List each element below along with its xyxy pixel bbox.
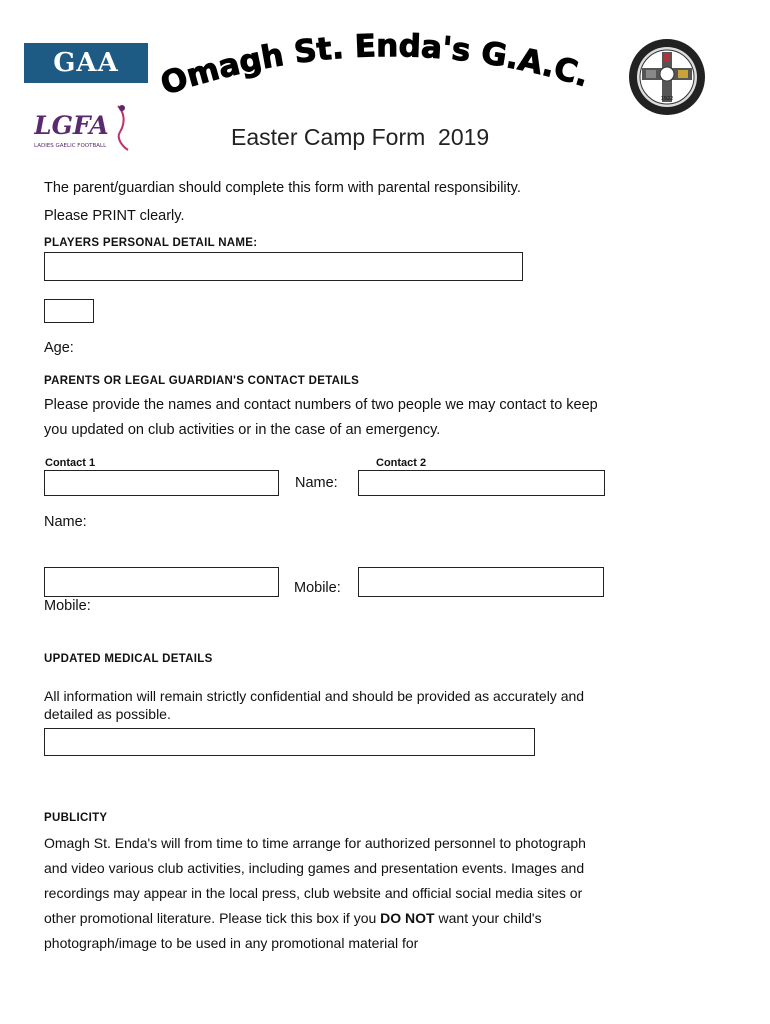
publicity-line-4-end: want your child's xyxy=(434,910,542,926)
player-name-input[interactable] xyxy=(44,252,523,281)
club-crest-icon xyxy=(628,38,706,116)
contact-1-label: Contact 1 xyxy=(45,457,96,469)
lgfa-logo-text: LGFA xyxy=(34,111,109,140)
contact-1-mobile-label: Mobile: xyxy=(44,598,91,614)
publicity-line-4 xyxy=(44,906,744,931)
publicity-paragraph xyxy=(44,831,744,956)
contact-2-mobile-input[interactable] xyxy=(358,567,604,597)
contact-2-name-input[interactable] xyxy=(358,470,605,496)
club-name-text: Omagh St. Enda's G.A.C. xyxy=(156,28,594,103)
medical-details-input[interactable] xyxy=(44,728,535,756)
lgfa-logo xyxy=(34,104,144,156)
intro-line-2: Please PRINT clearly. xyxy=(44,208,185,224)
contact-1-name-label: Name: xyxy=(44,514,87,530)
contact-2-label: Contact 2 xyxy=(376,457,427,469)
medical-desc-line-1: All information will remain strictly confidential and should be provided as accurately and xyxy=(44,688,585,704)
contact-1-mobile-input[interactable] xyxy=(44,567,279,597)
club-name-arc xyxy=(155,10,605,110)
age-label: Age: xyxy=(44,340,74,356)
contacts-desc-line-1: Please provide the names and contact numbers of two people we may contact to keep xyxy=(44,397,598,413)
contacts-heading: PARENTS OR LEGAL GUARDIAN'S CONTACT DETAILS xyxy=(44,375,360,387)
publicity-line-3: recordings may appear in the local press, club website and official social media sites or xyxy=(44,885,583,901)
publicity-line-2: and video various club activities, including games and presentation events. Images and xyxy=(44,860,585,876)
crest-year: 1922 xyxy=(660,96,674,102)
contact-2-name-label: Name: xyxy=(295,475,338,491)
contact-2-mobile-label: Mobile: xyxy=(294,580,341,596)
medical-desc-line-2: detailed as possible. xyxy=(44,706,171,722)
intro-line-1: The parent/guardian should complete this form with parental responsibility. xyxy=(44,180,521,196)
publicity-line-1: Omagh St. Enda's will from time to time arrange for authorized personnel to photograph xyxy=(44,835,586,851)
gaa-logo xyxy=(24,43,148,83)
publicity-line-5: photograph/image to be used in any promotional material for xyxy=(44,935,419,951)
player-age-input[interactable] xyxy=(44,299,94,323)
publicity-heading: PUBLICITY xyxy=(44,812,108,824)
contacts-desc-line-2: you updated on club activities or in the case of an emergency. xyxy=(44,422,441,438)
lgfa-tagline: LADIES GAELIC FOOTBALL xyxy=(34,143,107,149)
publicity-line-4-start: other promotional literature. Please tick this box if you xyxy=(44,910,381,926)
gaa-logo-text: GAA xyxy=(53,48,119,78)
form-title: Easter Camp Form 2019 xyxy=(231,124,490,150)
contact-1-name-input[interactable] xyxy=(44,470,279,496)
player-heading: PLAYERS PERSONAL DETAIL NAME: xyxy=(44,237,258,249)
medical-heading: UPDATED MEDICAL DETAILS xyxy=(44,653,213,665)
publicity-do-not: DO NOT xyxy=(380,910,435,926)
